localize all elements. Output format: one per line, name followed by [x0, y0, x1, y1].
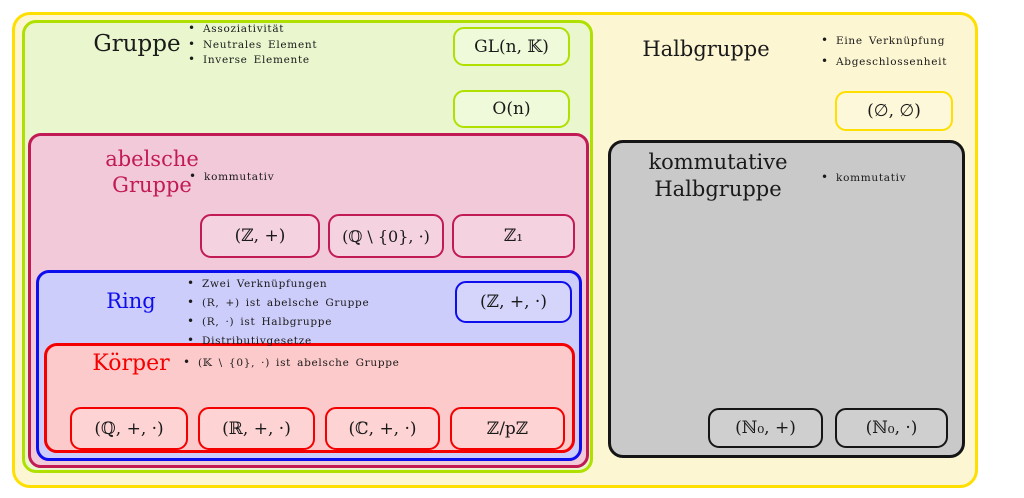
kommutative-halbgruppe-title-line1: kommutative: [648, 150, 788, 174]
bullet-item: • (𝕂 \ {0}, ·) ist abelsche Gruppe: [182, 356, 400, 371]
ring-bullet-list: [186, 275, 369, 351]
example-r-field: (ℝ, +, ·): [198, 407, 315, 450]
example-q-without-zero-mult: (ℚ \ {0}, ·): [328, 214, 444, 258]
example-z1: ℤ₁: [452, 214, 575, 258]
koerper-bullet-list: [182, 356, 400, 371]
bullet-item: • (R, ·) ist Halbgruppe: [186, 313, 369, 332]
abelsche-gruppe-title-line1: abelsche: [105, 147, 199, 171]
bullet-item: • (R, +) ist abelsche Gruppe: [186, 294, 369, 313]
bullet-item: • Eine Verknüpfung: [820, 31, 947, 52]
example-q-field: (ℚ, +, ·): [70, 407, 188, 450]
koerper-title: Körper: [92, 351, 170, 376]
kommutative-halbgruppe-bullet-list: [820, 171, 906, 186]
bullet-item: • kommutativ: [820, 171, 906, 186]
abelsche-gruppe-title-line2: Gruppe: [112, 173, 192, 197]
bullet-item: • Distributivgesetze: [186, 332, 369, 351]
abelsche-gruppe-bullet-list: [188, 170, 274, 185]
bullet-item: • Assoziativität: [187, 22, 317, 38]
example-z-mod-pz: ℤ/pℤ: [450, 407, 565, 450]
bullet-item: • Neutrales Element: [187, 38, 317, 54]
example-z-plus-mult: (ℤ, +, ·): [455, 281, 572, 323]
ring-title: Ring: [106, 289, 156, 313]
halbgruppe-title: Halbgruppe: [642, 37, 770, 61]
example-gl-n-k: GL(n, 𝕂): [453, 27, 570, 66]
gruppe-bullet-list: [187, 22, 317, 69]
example-z-plus: (ℤ, +): [200, 214, 320, 258]
bullet-item: • kommutativ: [188, 170, 274, 185]
bullet-item: • Inverse Elemente: [187, 53, 317, 69]
example-empty-set: (∅, ∅): [835, 91, 953, 131]
kommutative-halbgruppe-title-line2: Halbgruppe: [654, 177, 782, 201]
halbgruppe-bullet-list: [820, 31, 947, 73]
example-c-field: (ℂ, +, ·): [325, 407, 440, 450]
example-n0-mult: (ℕ₀, ·): [835, 408, 948, 448]
bullet-item: • Abgeschlossenheit: [820, 52, 947, 73]
example-o-n: O(n): [453, 90, 570, 128]
kommutative-halbgruppe-title: [622, 149, 814, 203]
example-n0-plus: (ℕ₀, +): [708, 408, 823, 448]
bullet-item: • Zwei Verknüpfungen: [186, 275, 369, 294]
gruppe-title: Gruppe: [93, 31, 181, 57]
